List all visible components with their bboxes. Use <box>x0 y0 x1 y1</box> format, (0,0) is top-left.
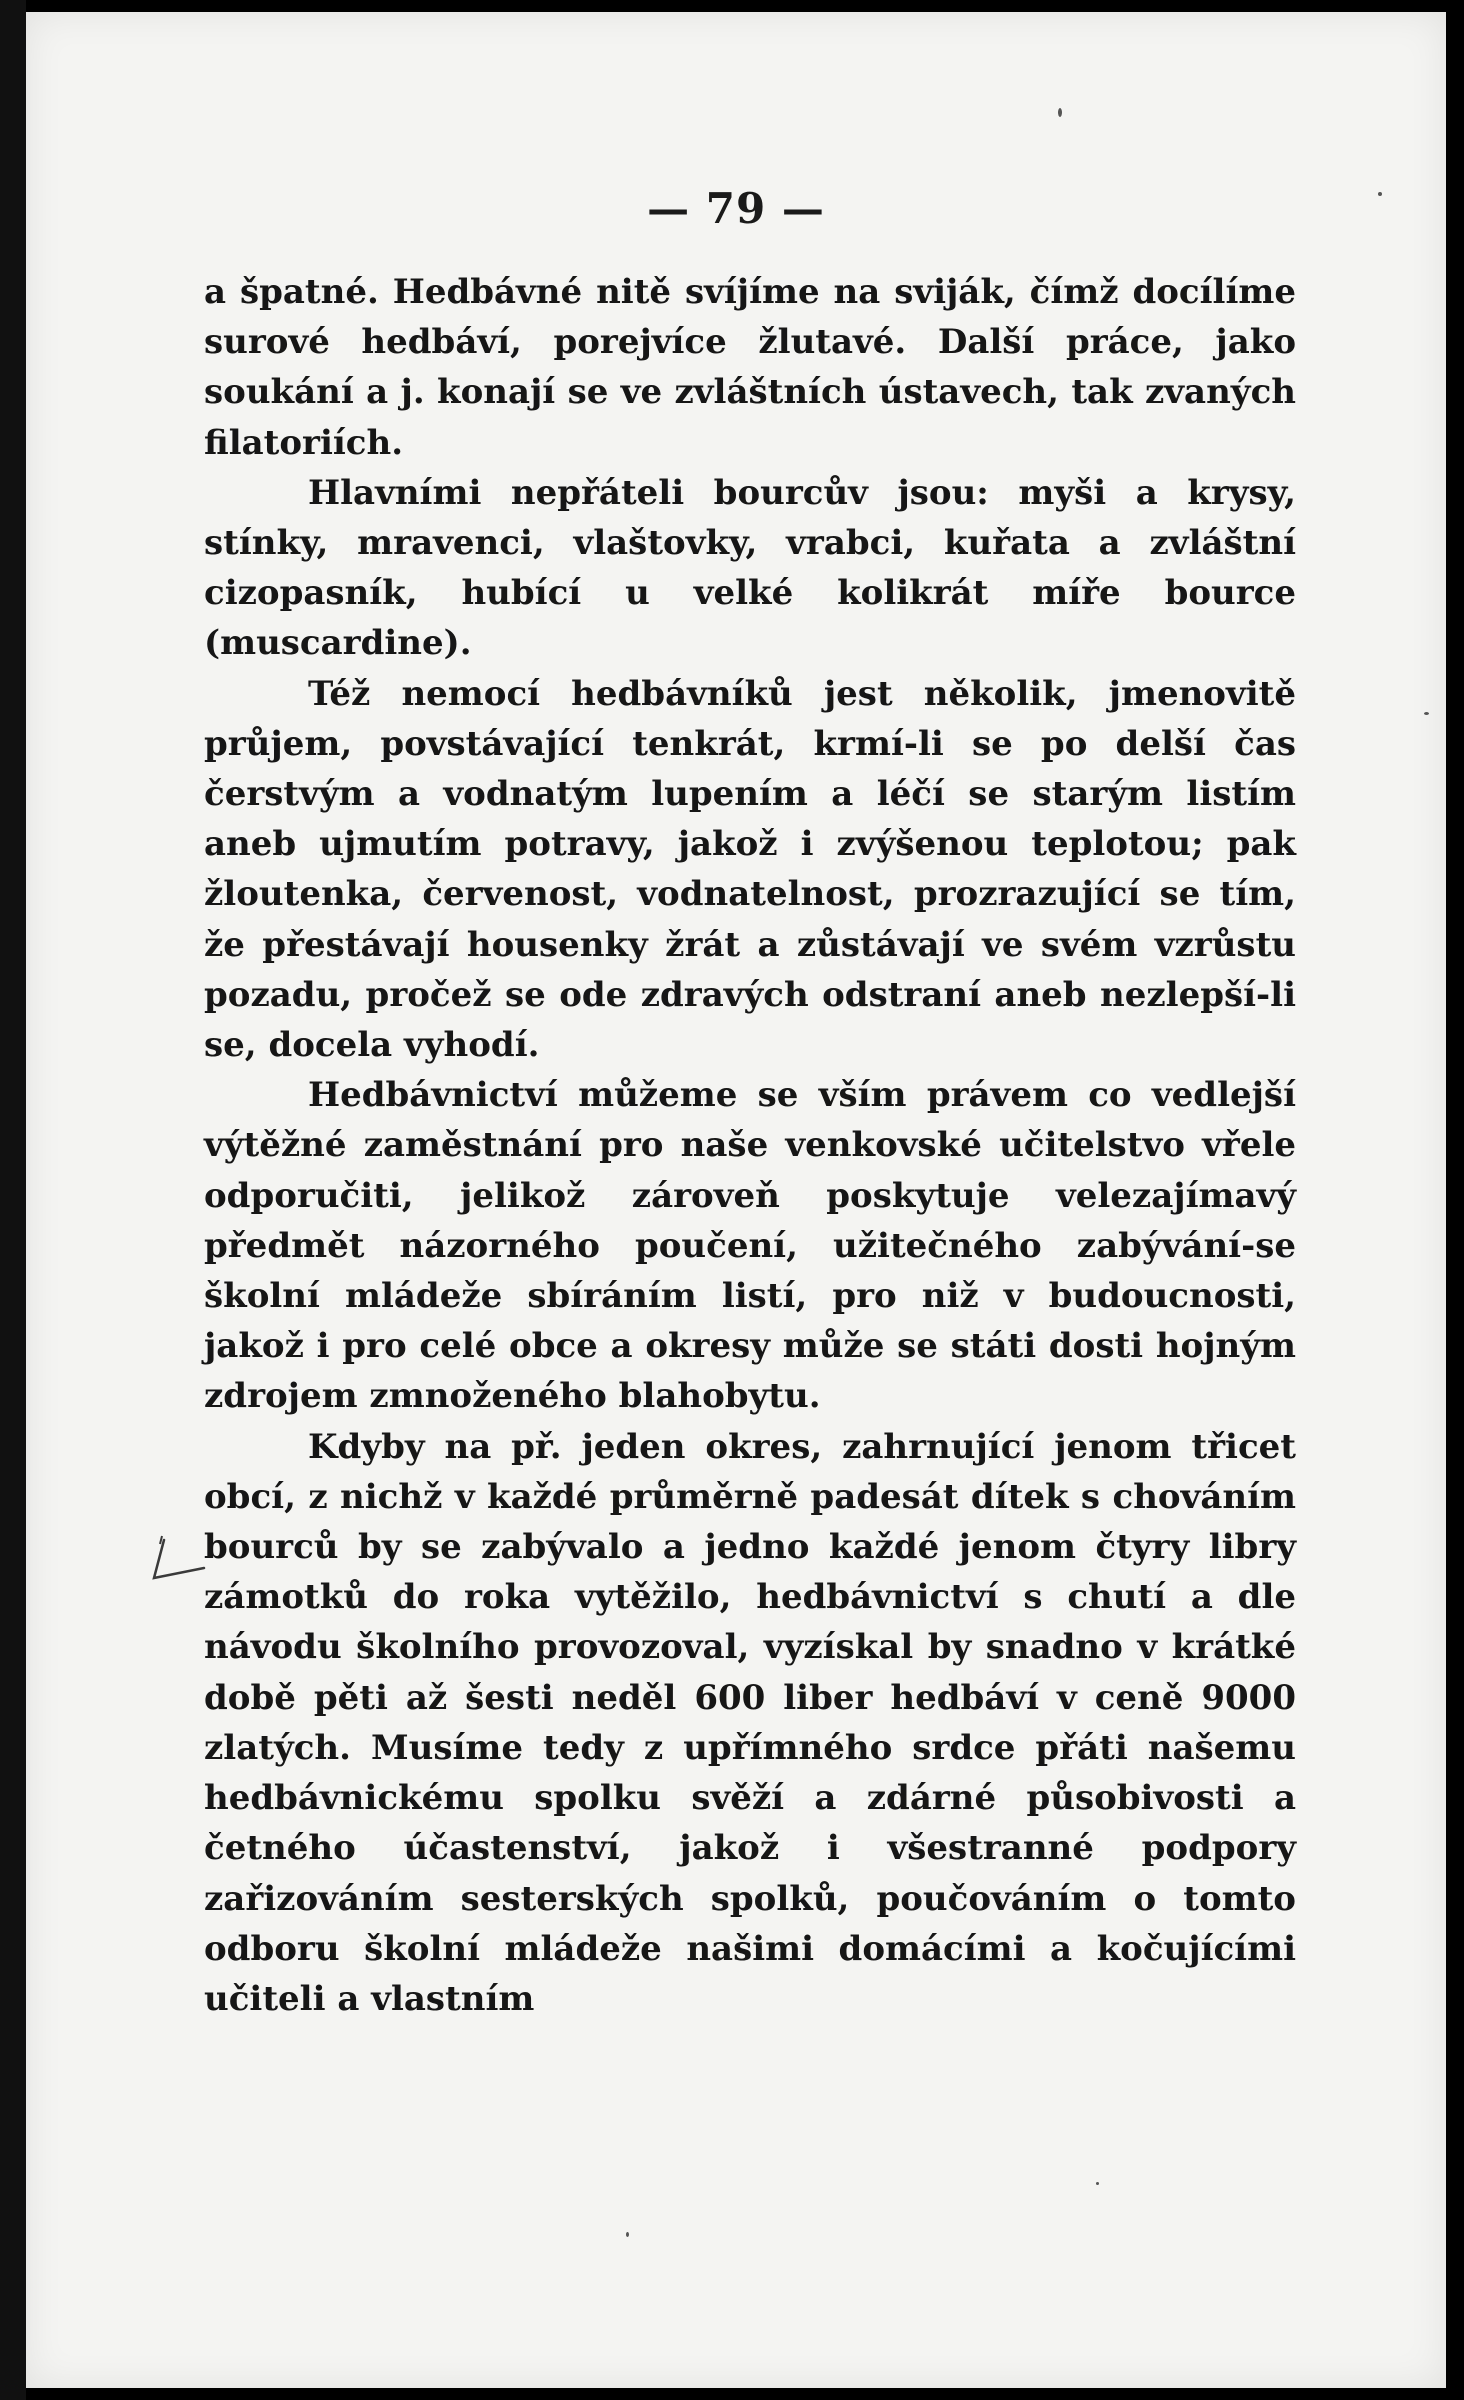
body-text <box>204 267 1296 2024</box>
paragraph-3: Též nemocí hedbávníků jest několik, jmenovitě průjem, povstávající tenkrát, krmí-li se po delší čas čerstvým a vodnatým lupením a léčí se starým listím aneb ujmutím potravy, jakož i zvýšenou teplotou; pak žloutenka, červenost, vodnatelnost, prozrazující se tím, že přestávají housenky žrát a zůstávají ve svém vzrůstu pozadu, pročež se ode zdravých odstraní aneb nezlepší-li se, docela vyhodí. <box>204 673 1296 1066</box>
paper-speck <box>1424 712 1429 715</box>
paper-speck <box>1096 2182 1099 2185</box>
page-number: — 79 — <box>647 184 825 233</box>
paragraph-2: Hlavními nepřáteli bourcův jsou: myši a krysy, stínky, mravenci, vlaštovky, vrabci, kuřata a zvláštní cizopasník, hubící u velké kolikrát míře bource (muscardine). <box>204 472 1296 664</box>
book-page <box>26 12 1446 2388</box>
pencil-mark-icon <box>144 1532 214 1602</box>
scan-border <box>0 0 26 2400</box>
paragraph-1: a špatné. Hedbávné nitě svíjíme na sviják, čímž docílíme surové hedbáví, porejvíce žlutavé. Další práce, jako soukání a j. konají se ve zvláštních ústavech, tak zvaných filatoriích. <box>204 272 1296 463</box>
paragraph-4: Hedbávnictví můžeme se vším právem co vedlejší výtěžné zaměstnání pro naše venkovské učitelstvo vřele odporučiti, jelikož zároveň poskytuje velezajímavý předmět názorného poučení, užitečného zabývání-se školní mládeže sbíráním listí, pro niž v budoucnosti, jakož i pro celé obce a okresy může se státi dosti hojným zdrojem zmnoženého blahobytu. <box>204 1075 1296 1417</box>
paper-speck <box>1378 192 1382 196</box>
paper-speck <box>1058 108 1062 117</box>
paper-speck <box>626 2232 629 2237</box>
paragraph-5: Kdyby na př. jeden okres, zahrnující jenom třicet obcí, z nichž v každé průměrně padesát dítek s chováním bourců by se zabývalo a jedno každé jenom čtyry libry zámotků do roka vytěžilo, hedbávnictví s chutí a dle návodu školního provozoval, vyzískal by snadno v krátké době pěti až šesti neděl 600 liber hedbáví v ceně 9000 zlatých. Musíme tedy z upřímného srdce přáti našemu hedbávnickému spolku svěží a zdárné působivosti a četného účastenství, jakož i všestranné podpory zařizováním sesterských spolků, poučováním o tomto odboru školní mládeže našimi domácími a kočujícími učiteli a vlastním <box>204 1426 1296 2019</box>
